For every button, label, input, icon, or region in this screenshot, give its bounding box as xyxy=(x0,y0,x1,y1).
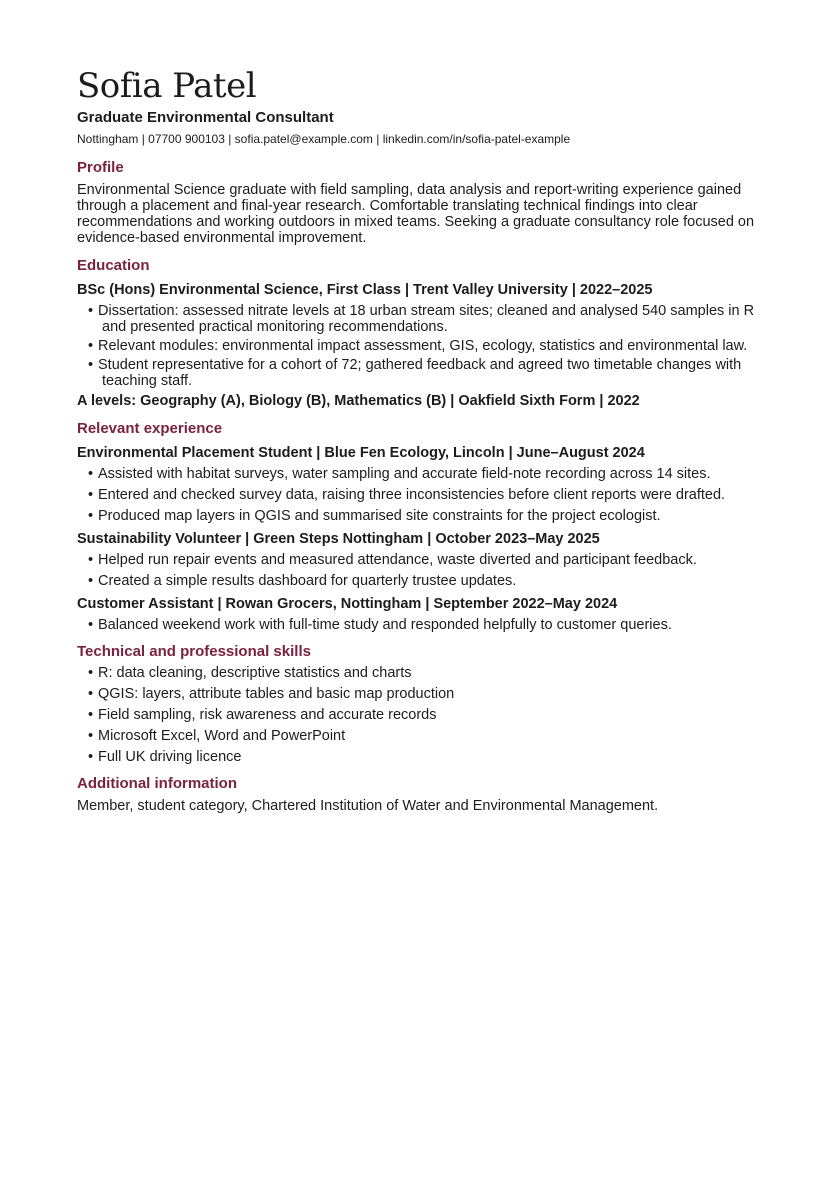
experience-heading: Relevant experience xyxy=(77,420,223,437)
candidate-headline: Graduate Environmental Consultant xyxy=(77,109,334,126)
skill-text: Field sampling, risk awareness and accurate records xyxy=(98,707,437,723)
list-item: • Entered and checked survey data, raising three inconsistencies before client reports were drafted. xyxy=(88,487,726,503)
list-item: • Dissertation: assessed nitrate levels at 18 urban stream sites; cleaned and analysed 540 samples in R and presented practical monitoring recommendations. xyxy=(88,303,755,335)
list-item: • Balanced weekend work with full-time study and responded helpfully to customer queries. xyxy=(88,617,672,633)
job-bullet-text: Entered and checked survey data, raising three inconsistencies before client reports were drafted. xyxy=(98,487,726,503)
list-item: • Field sampling, risk awareness and accurate records xyxy=(88,707,437,723)
education-heading: Education xyxy=(77,257,150,274)
job-bullets xyxy=(77,552,764,589)
candidate-name: Sofia Patel xyxy=(77,66,257,106)
list-item: • Created a simple results dashboard for quarterly trustee updates. xyxy=(88,573,517,589)
degree-title: BSc (Hons) Environmental Science, First Class | Trent Valley University | 2022–2025 xyxy=(77,282,653,298)
education-bullet-text: Dissertation: assessed nitrate levels at 18 urban stream sites; cleaned and analysed 540 samples in R and presented practical monitoring recommendations. xyxy=(98,303,755,335)
contact-line: Nottingham | 07700 900103 | sofia.patel@example.com | linkedin.com/in/sofia-patel-example xyxy=(77,132,571,146)
job-title: Customer Assistant | Rowan Grocers, Nottingham | September 2022–May 2024 xyxy=(77,596,618,612)
additional-text: Member, student category, Chartered Institution of Water and Environmental Management. xyxy=(77,798,659,814)
list-item: • Assisted with habitat surveys, water sampling and accurate field-note recording across 14 sites. xyxy=(88,466,711,482)
list-item: • Produced map layers in QGIS and summarised site constraints for the project ecologist. xyxy=(88,508,661,524)
profile-heading: Profile xyxy=(77,159,124,176)
education-bullet-text: Student representative for a cohort of 72; gathered feedback and agreed two timetable changes with teaching staff. xyxy=(98,357,742,389)
job-title: Sustainability Volunteer | Green Steps Nottingham | October 2023–May 2025 xyxy=(77,531,600,547)
education-bullets xyxy=(77,303,764,389)
list-item: • Microsoft Excel, Word and PowerPoint xyxy=(88,728,346,744)
alevels-title: A levels: Geography (A), Biology (B), Mathematics (B) | Oakfield Sixth Form | 2022 xyxy=(77,393,640,409)
skill-text: Microsoft Excel, Word and PowerPoint xyxy=(98,728,346,744)
list-item: • Full UK driving licence xyxy=(88,749,242,765)
education-bullet-text: Relevant modules: environmental impact assessment, GIS, ecology, statistics and environmental law. xyxy=(98,338,748,354)
job-bullet-text: Produced map layers in QGIS and summarised site constraints for the project ecologist. xyxy=(98,508,661,524)
job-bullet-text: Assisted with habitat surveys, water sampling and accurate field-note recording across 14 sites. xyxy=(98,466,711,482)
skill-text: QGIS: layers, attribute tables and basic map production xyxy=(98,686,455,702)
additional-heading: Additional information xyxy=(77,775,237,792)
job-bullets xyxy=(77,466,764,524)
job-title: Environmental Placement Student | Blue Fen Ecology, Lincoln | June–August 2024 xyxy=(77,445,645,461)
list-item: • QGIS: layers, attribute tables and basic map production xyxy=(88,686,455,702)
job-bullet-text: Helped run repair events and measured attendance, waste diverted and participant feedback. xyxy=(98,552,697,568)
skill-text: Full UK driving licence xyxy=(98,749,242,765)
list-item: • Student representative for a cohort of 72; gathered feedback and agreed two timetable changes with teaching staff. xyxy=(88,357,742,389)
job-bullets xyxy=(77,617,764,633)
job-bullet-text: Created a simple results dashboard for quarterly trustee updates. xyxy=(98,573,517,589)
skills-heading: Technical and professional skills xyxy=(77,643,311,660)
skill-text: R: data cleaning, descriptive statistics and charts xyxy=(98,665,412,681)
skills-list xyxy=(77,665,764,765)
list-item: • R: data cleaning, descriptive statistics and charts xyxy=(88,665,412,681)
job-bullet-text: Balanced weekend work with full-time study and responded helpfully to customer queries. xyxy=(98,617,672,633)
list-item: • Relevant modules: environmental impact assessment, GIS, ecology, statistics and environmental law. xyxy=(88,338,748,354)
profile-summary: Environmental Science graduate with field sampling, data analysis and report-writing experience gained through a placement and final-year research. Comfortable translating technical findings into clear recommendations and working outdoors in mixed teams. Seeking a graduate consultancy role focused on evidence-based environmental improvement. xyxy=(77,182,755,246)
list-item: • Helped run repair events and measured attendance, waste diverted and participant feedback. xyxy=(88,552,697,568)
